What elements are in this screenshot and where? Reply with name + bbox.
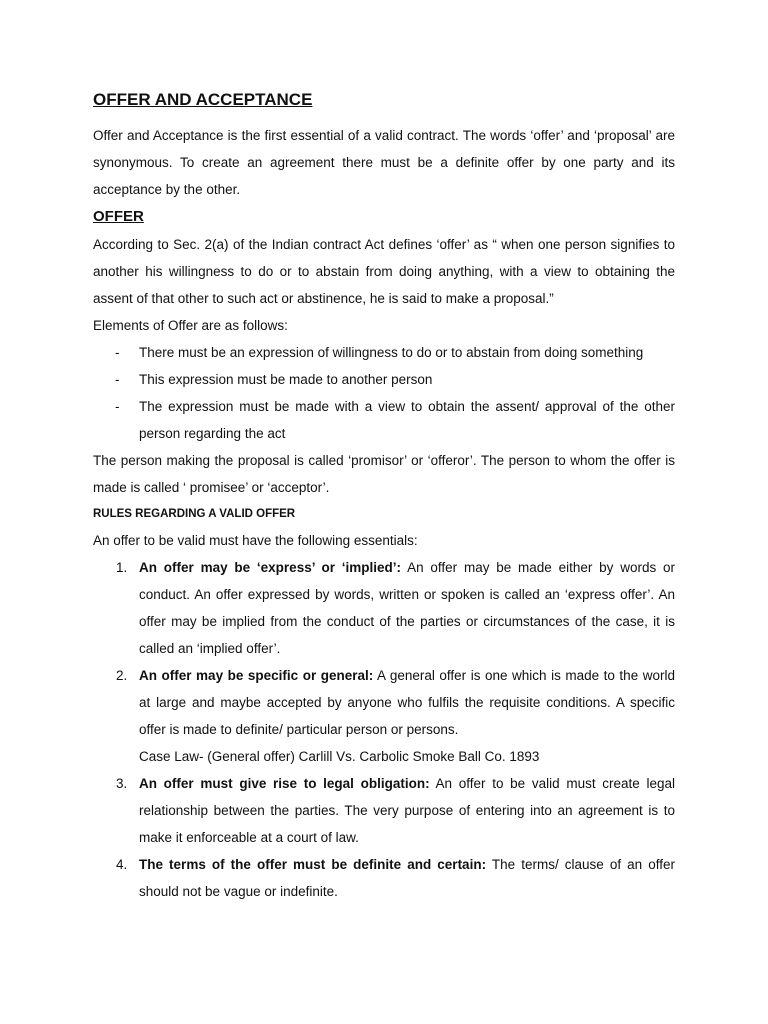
rules-list (93, 554, 675, 905)
rule-text: The terms/ clause of an offer should not be vague or indefinite. (139, 857, 675, 899)
rule-title: The terms of the offer must be definite and certain: (139, 857, 487, 872)
elements-list (93, 339, 675, 447)
rules-heading: RULES REGARDING A VALID OFFER (93, 508, 296, 520)
definition-paragraph: According to Sec. 2(a) of the Indian contract Act defines ‘offer’ as “ when one person signifies to another his willingness to do or to abstain from doing anything, with a view to obtaining the assent of that other to such act or abstinence, he is said to make a proposal.” (93, 237, 675, 306)
list-item (93, 770, 675, 851)
document-page (93, 88, 675, 905)
rule-title: An offer may be specific or general: (139, 668, 374, 683)
bullet-dash: - (115, 399, 120, 414)
list-item (93, 366, 675, 393)
bullet-dash: - (115, 345, 120, 360)
case-law-note: Case Law- (General offer) Carlill Vs. Carbolic Smoke Ball Co. 1893 (139, 749, 540, 764)
rule-number: 2. (116, 668, 128, 683)
elements-intro: Elements of Offer are as follows: (93, 318, 288, 333)
intro-paragraph: Offer and Acceptance is the first essential of a valid contract. The words ‘offer’ and ‘proposal’ are synonymous. To create an agreement there must be a definite offer by one party and its acceptance by the other. (93, 128, 675, 197)
promisor-paragraph: The person making the proposal is called ‘promisor’ or ‘offeror’. The person to whom the offer is made is called ‘ promisee’ or ‘acceptor’. (93, 453, 675, 495)
element-text: This expression must be made to another person (139, 372, 433, 387)
rule-number: 3. (116, 776, 128, 791)
rule-number: 4. (116, 857, 128, 872)
bullet-dash: - (115, 372, 120, 387)
list-item (93, 554, 675, 662)
list-item (93, 393, 675, 447)
rule-text: An offer to be valid must create legal relationship between the parties. The very purpose of entering into an agreement is to make it enforceable at a court of law. (139, 776, 675, 845)
element-text: The expression must be made with a view to obtain the assent/ approval of the other person regarding the act (139, 399, 675, 441)
offer-heading: OFFER (93, 208, 144, 225)
rule-title: An offer must give rise to legal obligation: (139, 776, 430, 791)
element-text: There must be an expression of willingness to do or to abstain from doing something (139, 345, 644, 360)
rule-text: An offer may be made either by words or conduct. An offer expressed by words, written or spoken is called an ‘express offer’. An offer may be implied from the conduct of the parties or circumstances of the case, it is called an ‘implied offer’. (139, 560, 675, 656)
document-title: OFFER AND ACCEPTANCE (93, 90, 313, 109)
rules-intro: An offer to be valid must have the following essentials: (93, 533, 418, 548)
rule-text: A general offer is one which is made to the world at large and maybe accepted by anyone who fulfils the requisite conditions. A specific offer is made to definite/ particular person or persons. (139, 668, 675, 737)
rule-title: An offer may be ‘express’ or ‘implied’: (139, 560, 402, 575)
rule-number: 1. (116, 560, 128, 575)
list-item (93, 339, 675, 366)
list-item (93, 662, 675, 770)
list-item (93, 851, 675, 905)
